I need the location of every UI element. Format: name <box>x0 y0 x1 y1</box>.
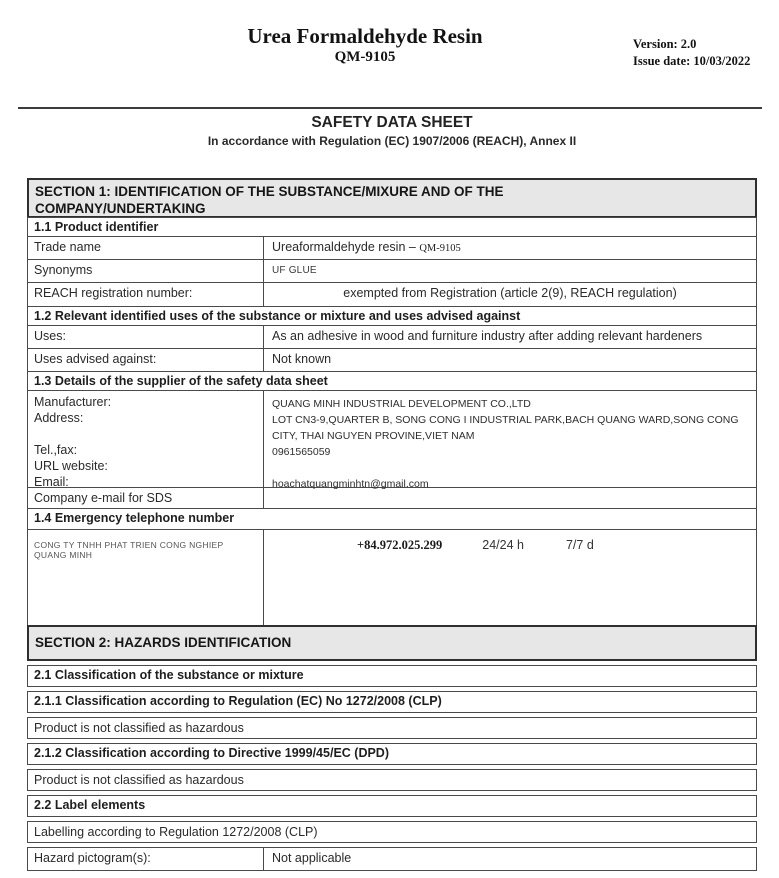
product-code: QM-9105 <box>334 49 396 65</box>
issue-date-text: Issue date: 10/03/2022 <box>633 54 751 68</box>
subsection-1-2-header: 1.2 Relevant identified uses of the substance or mixture and uses advised against <box>27 306 757 326</box>
supplier-labels-cell <box>28 391 264 487</box>
company-email-row <box>27 487 757 509</box>
subsection-1-3-header: 1.3 Details of the supplier of the safety data sheet <box>27 371 757 391</box>
uses-advised-against-label: Uses advised against: <box>28 349 264 371</box>
subsection-2-1-1-header: 2.1.1 Classification according to Regulation (EC) No 1272/2008 (CLP) <box>27 691 757 713</box>
uses-label: Uses: <box>28 326 264 348</box>
version-text: Version: 2.0 <box>633 37 697 51</box>
subsection-2-1-2-header: 2.1.2 Classification according to Directive 1999/45/EC (DPD) <box>27 743 757 765</box>
trade-name-label: Trade name <box>28 237 264 259</box>
dpd-classification-text: Product is not classified as hazardous <box>27 769 757 791</box>
subsection-1-4-header: 1.4 Emergency telephone number <box>27 508 757 530</box>
supplier-address: LOT CN3-9,QUARTER B, SONG CONG I INDUSTRIAL PARK,BACH QUANG WARD,SONG CONG CITY, THAI NGUYEN PROVINE,VIET NAM <box>272 414 739 442</box>
uses-advised-against-row <box>27 348 757 372</box>
supplier-telephone: 0961565059 <box>272 446 331 458</box>
trade-name-code: QM-9105 <box>419 243 461 254</box>
trade-name-value: Ureaformaldehyde resin – <box>272 240 416 254</box>
supplier-values-cell <box>264 391 756 490</box>
supplier-email: hoachatquangminhtn@gmail.com <box>272 478 429 490</box>
reach-label: REACH registration number: <box>28 283 264 306</box>
product-title: Urea Formaldehyde Resin <box>247 24 483 48</box>
trade-name-row <box>27 236 757 260</box>
labelling-text: Labelling according to Regulation 1272/2008 (CLP) <box>27 821 757 843</box>
label-spacer <box>34 426 257 442</box>
section1-header <box>27 178 757 218</box>
supplier-company-name: QUANG MINH INDUSTRIAL DEVELOPMENT CO.,LTD <box>272 398 531 410</box>
emergency-hours: 24/24 h <box>482 538 524 552</box>
hazard-pictogram-label: Hazard pictogram(s): <box>28 848 264 870</box>
tel-fax-label: Tel.,fax: <box>34 443 78 457</box>
header-divider-rule <box>18 107 762 109</box>
value-spacer <box>272 460 748 476</box>
emergency-company-name: CONG TY TNHH PHAT TRIEN CONG NGHIEP QUANG MINH <box>28 530 264 625</box>
emergency-contact-cell <box>264 530 756 625</box>
company-email-value-empty <box>264 488 756 508</box>
subsection-2-2-header: 2.2 Label elements <box>27 795 757 817</box>
subsection-1-1-header: 1.1 Product identifier <box>27 217 757 237</box>
sds-table <box>27 178 757 871</box>
address-label: Address: <box>34 411 84 425</box>
section2-header <box>27 625 757 661</box>
sds-subtitle: In accordance with Regulation (EC) 1907/2006 (REACH), Annex II <box>207 134 577 148</box>
clp-classification-text: Product is not classified as hazardous <box>27 717 757 739</box>
sds-title: SAFETY DATA SHEET <box>311 114 473 131</box>
synonyms-label: Synonyms <box>28 260 264 282</box>
hazard-pictogram-value: Not applicable <box>272 851 352 865</box>
version-block <box>633 36 773 70</box>
section2-heading-text: SECTION 2: HAZARDS IDENTIFICATION <box>35 635 292 650</box>
manufacturer-label: Manufacturer: <box>34 395 112 409</box>
uses-row <box>27 325 757 349</box>
emergency-days: 7/7 d <box>565 538 594 552</box>
emergency-telephone-row <box>27 529 757 626</box>
subsection-2-1-header: 2.1 Classification of the substance or mixture <box>27 665 757 687</box>
uses-value: As an adhesive in wood and furniture industry after adding relevant hardeners <box>272 329 703 343</box>
url-website-label: URL website: <box>34 459 108 473</box>
reach-registration-row <box>27 282 757 307</box>
trade-name-value-cell <box>264 237 756 259</box>
synonyms-value: UF GLUE <box>272 265 317 276</box>
uses-advised-against-value: Not known <box>272 352 332 366</box>
section1-heading-text: SECTION 1: IDENTIFICATION OF THE SUBSTANCE/MIXURE AND OF THE COMPANY/UNDERTAKING <box>35 184 504 216</box>
synonyms-row <box>27 259 757 283</box>
document-header <box>0 24 730 66</box>
reach-value: exempted from Registration (article 2(9), REACH regulation) <box>343 286 677 300</box>
email-label: Email: <box>34 475 69 489</box>
company-email-label: Company e-mail for SDS <box>28 488 264 508</box>
emergency-phone-number: +84.972.025.299 <box>357 538 443 552</box>
hazard-pictogram-row <box>27 847 757 871</box>
supplier-details-row <box>27 390 757 488</box>
sds-title-block <box>27 113 757 149</box>
